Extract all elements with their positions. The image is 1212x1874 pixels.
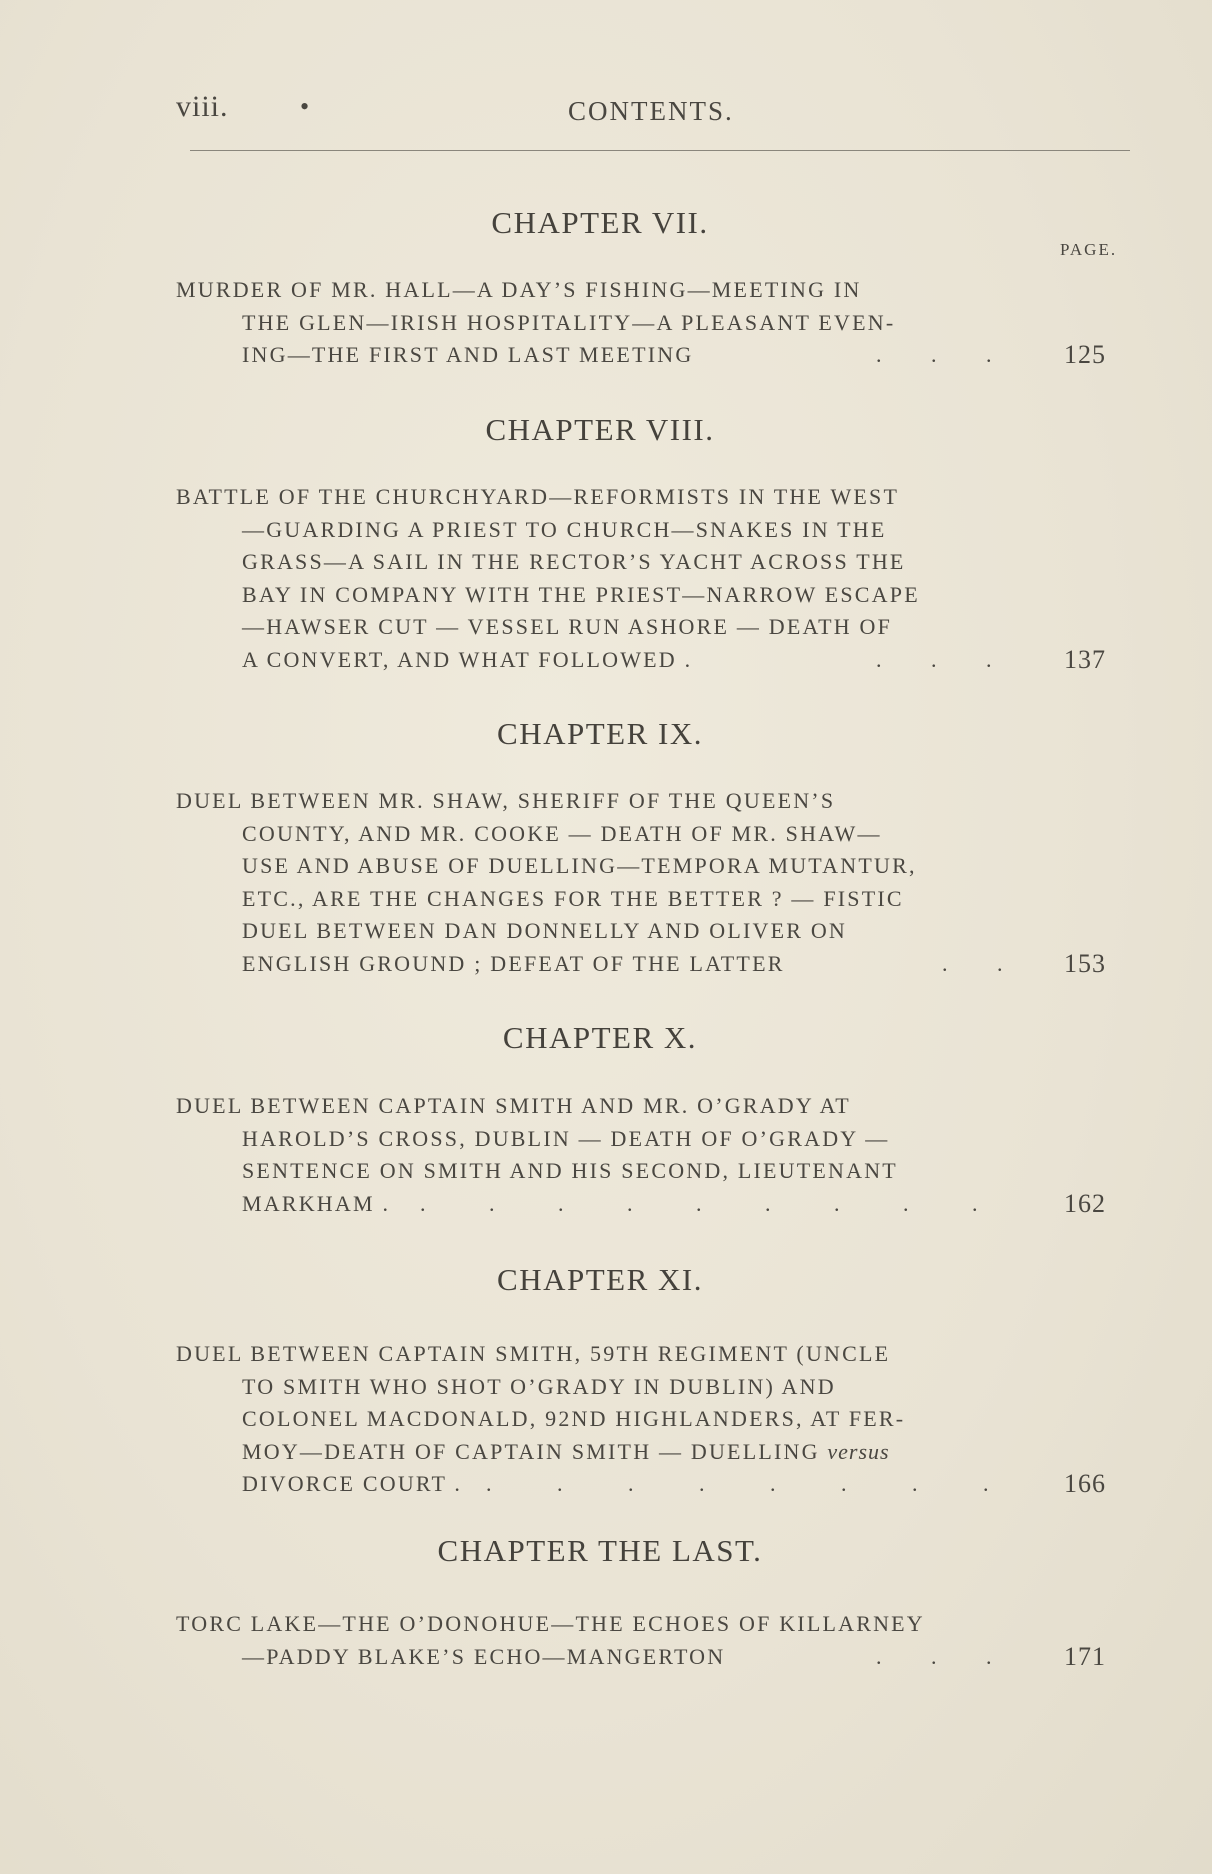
summary-line: GRASS—A SAIL IN THE RECTOR’S YACHT ACROSS THE [242,549,906,574]
summary-line: MURDER OF MR. HALL—A DAY’S FISHING—MEETING IN [176,277,862,302]
summary-line: DUEL BETWEEN CAPTAIN SMITH AND MR. O’GRADY AT [176,1093,851,1118]
page-number: 162 [1064,1188,1106,1218]
summary-line: ING—THE FIRST AND LAST MEETING [242,342,694,367]
page-number: 171 [1064,1641,1106,1671]
summary-line-text: MOY—DEATH OF CAPTAIN SMITH — DUELLING [242,1438,820,1464]
chapter-heading: CHAPTER VIII. [485,412,715,447]
chapter-heading: CHAPTER THE LAST. [437,1533,763,1568]
dot-leader: . . . . . . . . [486,1471,1019,1496]
page-column-label: PAGE. [1060,240,1118,259]
summary-line: A CONVERT, AND WHAT FOLLOWED . [242,646,693,672]
summary-line: BAY IN COMPANY WITH THE PRIEST—NARROW ESCAPE [242,581,920,607]
summary-line: THE GLEN—IRISH HOSPITALITY—A PLEASANT EVEN- [242,309,896,335]
chapter-heading: CHAPTER VII. [491,205,709,240]
folio: viii. [176,90,229,123]
summary-line: DUEL BETWEEN CAPTAIN SMITH, 59TH REGIMENT (UNCLE [176,1341,891,1366]
head-mark: • [300,92,310,121]
summary-line: TO SMITH WHO SHOT O’GRADY IN DUBLIN) AND [242,1373,836,1399]
summary-line: MARKHAM . [242,1190,391,1216]
summary-line: TORC LAKE—THE O’DONOHUE—THE ECHOES OF KILLARNEY [176,1611,925,1636]
italic-versus: versus [827,1438,890,1464]
summary-line: ETC., ARE THE CHANGES FOR THE BETTER ? — FISTIC [242,885,904,911]
summary-line [176,1436,1116,1469]
summary-line: SENTENCE ON SMITH AND HIS SECOND, LIEUTENANT [242,1158,898,1183]
chapter-summary [176,481,1116,676]
summary-last-line [176,644,1116,677]
summary-line: BATTLE OF THE CHURCHYARD—REFORMISTS IN THE WEST [176,484,900,509]
summary-line: —PADDY BLAKE’S ECHO—MANGERTON [242,1643,726,1669]
dot-leader: . . . [876,1643,1014,1669]
summary-line: COLONEL MACDONALD, 92ND HIGHLANDERS, AT FER- [242,1406,906,1431]
header-rule [190,150,1130,151]
chapter-summary [176,1608,1116,1673]
dot-leader: . . . [876,342,1014,367]
summary-line: DUEL BETWEEN DAN DONNELLY AND OLIVER ON [242,918,847,943]
summary-line: —HAWSER CUT — VESSEL RUN ASHORE — DEATH OF [242,614,893,639]
summary-line: —GUARDING A PRIEST TO CHURCH—SNAKES IN THE [242,516,887,542]
running-head [176,90,1132,130]
running-title: CONTENTS. [568,96,734,126]
chapter-summary [176,1338,1116,1501]
chapter-heading: CHAPTER IX. [497,716,703,751]
summary-last-line [176,1641,1116,1674]
page-number: 137 [1064,644,1106,674]
summary-line: USE AND ABUSE OF DUELLING—TEMPORA MUTANTUR, [242,853,917,878]
dot-leader: . . [942,950,1025,976]
summary-last-line [176,1468,1116,1501]
dot-leader: . . . . . . . . . [420,1190,1007,1216]
summary-line: ENGLISH GROUND ; DEFEAT OF THE LATTER [242,950,785,976]
summary-line: DIVORCE COURT . [242,1471,463,1496]
summary-line: DUEL BETWEEN MR. SHAW, SHERIFF OF THE QUEEN’S [176,788,836,813]
chapter-heading: CHAPTER X. [502,1020,698,1055]
summary-last-line [176,948,1116,981]
summary-line: HAROLD’S CROSS, DUBLIN — DEATH OF O’GRADY — [242,1125,890,1151]
page-number: 166 [1064,1469,1106,1498]
dot-leader: . . . [876,646,1014,672]
summary-line: COUNTY, AND MR. COOKE — DEATH OF MR. SHAW— [242,820,882,846]
summary-last-line [176,339,1116,372]
chapter-heading: CHAPTER XI. [497,1262,703,1297]
summary-last-line [176,1188,1116,1221]
chapter-summary [176,785,1116,980]
page-number: 125 [1064,340,1106,369]
chapter-summary [176,274,1116,372]
page-number: 153 [1064,948,1106,978]
chapter-summary [176,1090,1116,1220]
